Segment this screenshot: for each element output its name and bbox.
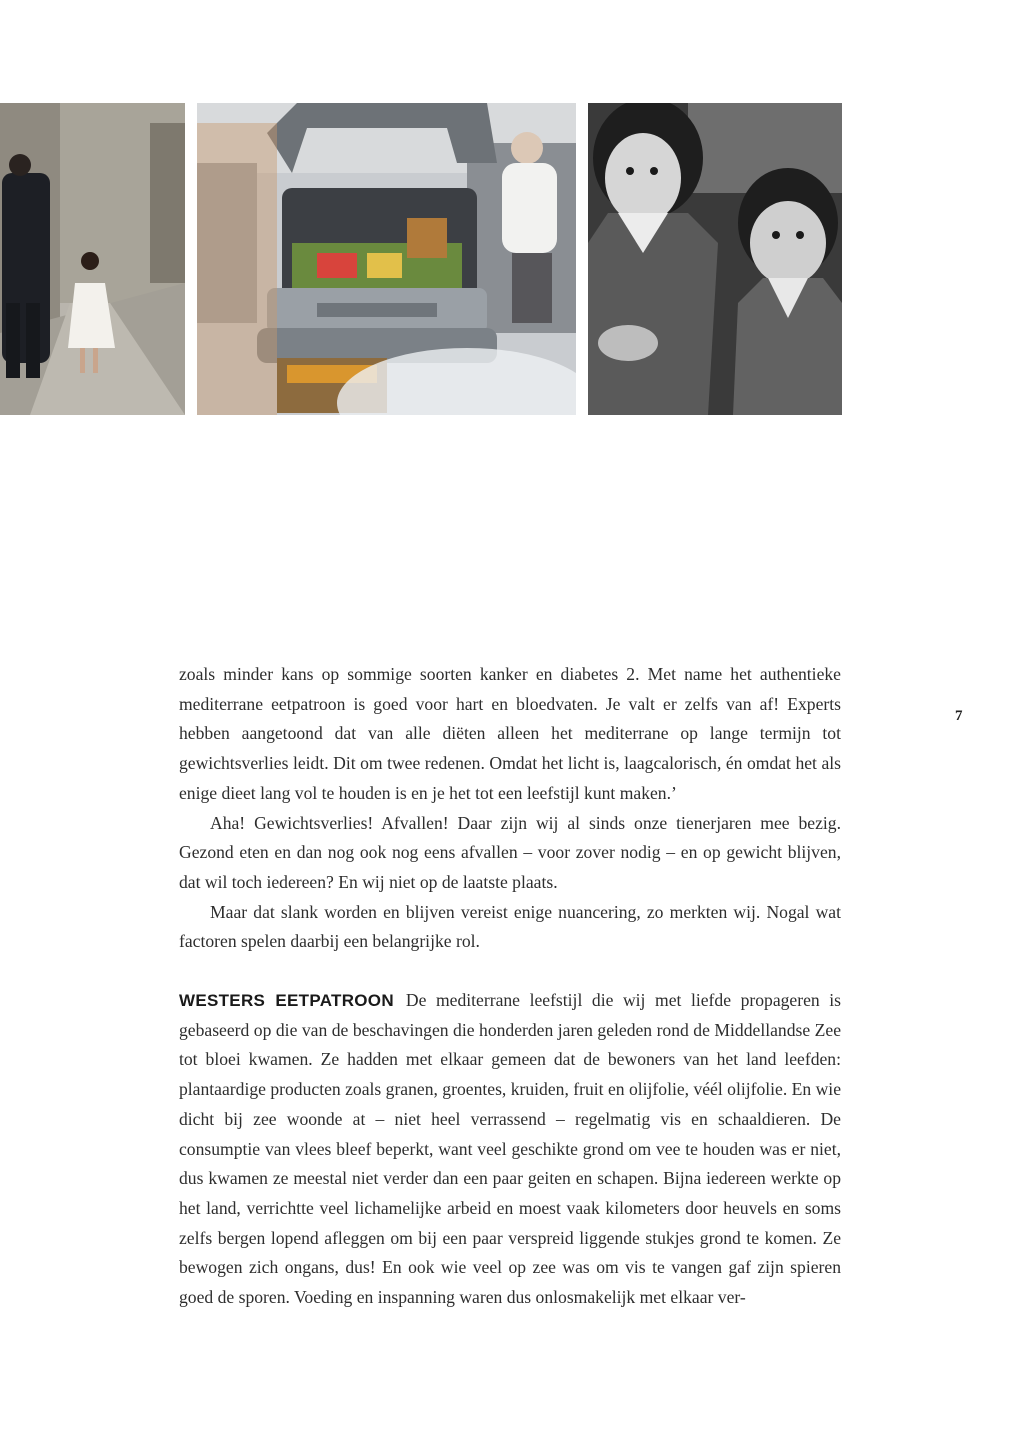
photo-children-bw [588, 103, 842, 415]
paragraph: zoals minder kans op sommige soorten kanker en diabetes 2. Met name het authentieke mediterrane eetpatroon is goed voor hart en bloedvaten. Je valt er zelfs van af! Experts hebben aangetoond dat van alle diëten alleen het mediterrane op lange termijn tot gewichtsverlies leidt. Dit om twee redenen. Omdat het licht is, laagcalorisch, én omdat het als enige dieet lang vol te houden is en je het tot een leefstijl kunt maken.’ [179, 664, 841, 803]
photo-street-walk [0, 103, 185, 415]
paragraph: Maar dat slank worden en blijven vereist enige nuancering, zo merkten wij. Nogal wat factoren spelen daarbij een belangrijke rol. [179, 901, 841, 952]
market-car-trunk-photo-icon [197, 103, 576, 415]
section-heading: WESTERS EETPATROON [179, 991, 394, 1010]
section-westers-eetpatroon [179, 986, 841, 1313]
body-text [179, 660, 841, 957]
photo-market-car [197, 103, 576, 415]
children-bw-photo-icon [588, 103, 842, 415]
page-number: 7 [955, 708, 963, 724]
paragraph: Aha! Gewichtsverlies! Afvallen! Daar zijn wij al sinds onze tienerjaren mee bezig. Gezond eten en dan nog ook nog eens afvallen – voor zover nodig – en op gewicht blijven, dat wil toch iedereen? En wij niet op de laatste plaats. [179, 812, 841, 892]
section-text: De mediterrane leefstijl die wij met liefde propageren is gebaseerd op die van de beschavingen die honderden jaren geleden rond de Middellandse Zee tot bloei kwamen. Ze hadden met elkaar gemeen dat de bewoners van het land leefden: plantaardige producten zoals granen, groentes, kruiden, fruit en olijfolie, véél olijfolie. En wie dicht bij zee woonde at – niet heel verrassend – regelmatig vis en schaaldieren. De consumptie van vlees bleef beperkt, want veel geschikte grond om vee te houden was er niet, dus kwamen ze meestal niet verder dan een paar geiten en schapen. Bijna iedereen werkte op het land, verrichtte veel lichamelijke arbeid en moest vaak kilometers door heuvels en soms zelfs bergen lopend afleggen om bij een paar verspreid liggende stukjes grond te komen. Ze bewogen zich ongans, dus! En ook wie veel op zee was om vis te vangen gaf zijn spieren goed de sporen. Voeding en inspanning waren dus onlosmakelijk met elkaar ver- [179, 990, 841, 1308]
street-walk-photo-icon [0, 103, 185, 415]
